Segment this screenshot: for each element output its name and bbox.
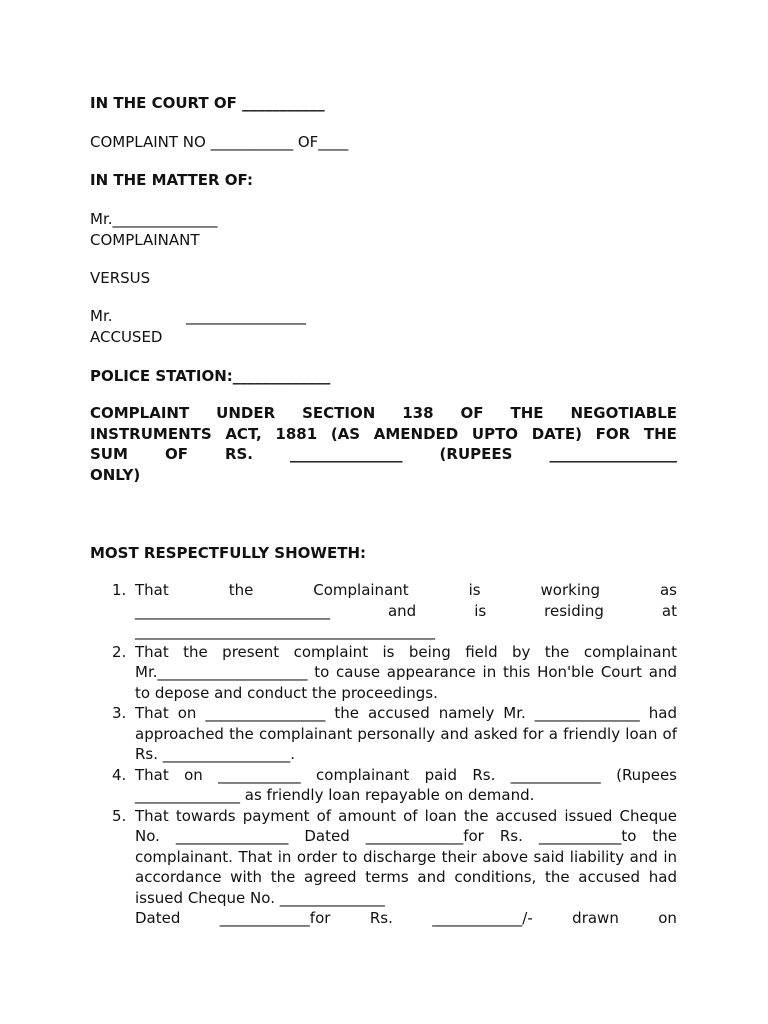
list-item: [90, 642, 677, 704]
title-word: OF: [460, 404, 484, 422]
item-line: [135, 908, 677, 929]
item-word: working: [540, 581, 601, 599]
item-number: 2.: [112, 642, 127, 661]
item-word: is: [474, 601, 487, 620]
list-item: [90, 580, 677, 642]
title-word: OF: [164, 445, 188, 463]
versus-label: VERSUS: [90, 269, 151, 287]
title-word: UPTO: [471, 424, 519, 443]
list-item: [90, 703, 677, 765]
item-word: residing: [544, 601, 604, 620]
title-word: (AS: [330, 424, 361, 443]
item-word: is: [468, 581, 481, 599]
complainant-name: Mr.______________: [90, 210, 218, 228]
title-word: COMPLAINT: [90, 404, 190, 422]
complaint-number: COMPLAINT NO ___________ OF____: [90, 133, 349, 151]
item-word: That: [135, 581, 169, 599]
item-text: That the present complaint is being field by the complainant Mr.____________________ to cause appearance in this Hon'ble Court and to depose and conduct the proceedings.: [135, 642, 677, 702]
item-text: That on ___________ complainant paid Rs. ____________ (Rupees ______________ as friendly loan repayable on demand.: [135, 765, 677, 804]
item-word: ____________for: [219, 909, 331, 927]
item-word: ____________/-: [432, 909, 533, 927]
accused-name-line: [90, 306, 677, 327]
showeth-heading: MOST RESPECTFULLY SHOWETH:: [90, 544, 366, 562]
list-item: [90, 806, 677, 929]
title-word: THE: [510, 404, 544, 422]
item-word: the: [228, 581, 254, 599]
complaint-title-line-1: [90, 403, 677, 424]
item-number: 4.: [112, 765, 127, 784]
allegations-list: [90, 580, 677, 929]
item-word: Complainant: [313, 581, 409, 599]
item-line: ________________________________________: [135, 622, 435, 640]
title-word: NEGOTIABLE: [570, 404, 677, 422]
item-word: drawn: [572, 909, 619, 927]
complainant-label: COMPLAINANT: [90, 230, 200, 249]
accused-name-blank: ________________: [186, 307, 306, 325]
title-word: THE: [643, 424, 677, 443]
title-word: (RUPEES: [439, 445, 513, 463]
item-word: as: [659, 581, 677, 599]
court-heading: IN THE COURT OF ___________: [90, 94, 325, 112]
title-word: _______________: [290, 445, 403, 463]
complaint-title: [90, 403, 677, 485]
complaint-title-line-4: ONLY): [90, 465, 141, 484]
item-number: 5.: [112, 806, 127, 825]
item-text: That on ________________ the accused namely Mr. ______________ had approached the complainant personally and asked for a friendly loan of Rs. _________________.: [135, 704, 677, 763]
title-word: INSTRUMENTS: [90, 424, 212, 443]
item-line: [135, 580, 677, 601]
title-word: _________________: [549, 445, 677, 463]
title-word: FOR: [595, 424, 631, 443]
matter-of-heading: IN THE MATTER OF:: [90, 171, 253, 189]
list-item: [90, 765, 677, 806]
item-word: and: [387, 601, 417, 620]
accused-label: ACCUSED: [90, 327, 163, 346]
item-word: at: [661, 601, 677, 620]
accused-block: [90, 306, 677, 347]
title-word: UNDER: [216, 404, 276, 422]
title-word: DATE): [531, 424, 582, 443]
police-station: POLICE STATION:_____________: [90, 367, 331, 385]
title-word: AMENDED: [373, 424, 459, 443]
title-word: ACT,: [225, 424, 262, 443]
title-word: 138: [402, 404, 434, 422]
title-word: 1881: [275, 424, 318, 443]
item-number: 1.: [112, 581, 127, 599]
title-word: SUM: [90, 445, 128, 463]
item-word: Dated: [135, 909, 181, 927]
item-line: [135, 601, 677, 622]
complaint-title-line-3: [90, 444, 677, 465]
complaint-title-line-2: [90, 424, 677, 445]
item-text: That towards payment of amount of loan the accused issued Cheque No. _______________ Dated _____________for Rs. ___________to the complainant. That in order to discharge their above said liability and in accordance with the agreed terms and conditions, the accused had issued Cheque No. ______________: [135, 806, 677, 907]
complainant-block: [90, 209, 677, 250]
accused-prefix: Mr.: [90, 307, 113, 325]
item-word: on: [658, 909, 677, 927]
title-word: SECTION: [302, 404, 376, 422]
item-word: Rs.: [369, 909, 393, 927]
title-word: RS.: [224, 445, 254, 463]
item-word: __________________________: [135, 601, 330, 620]
item-number: 3.: [112, 704, 127, 722]
